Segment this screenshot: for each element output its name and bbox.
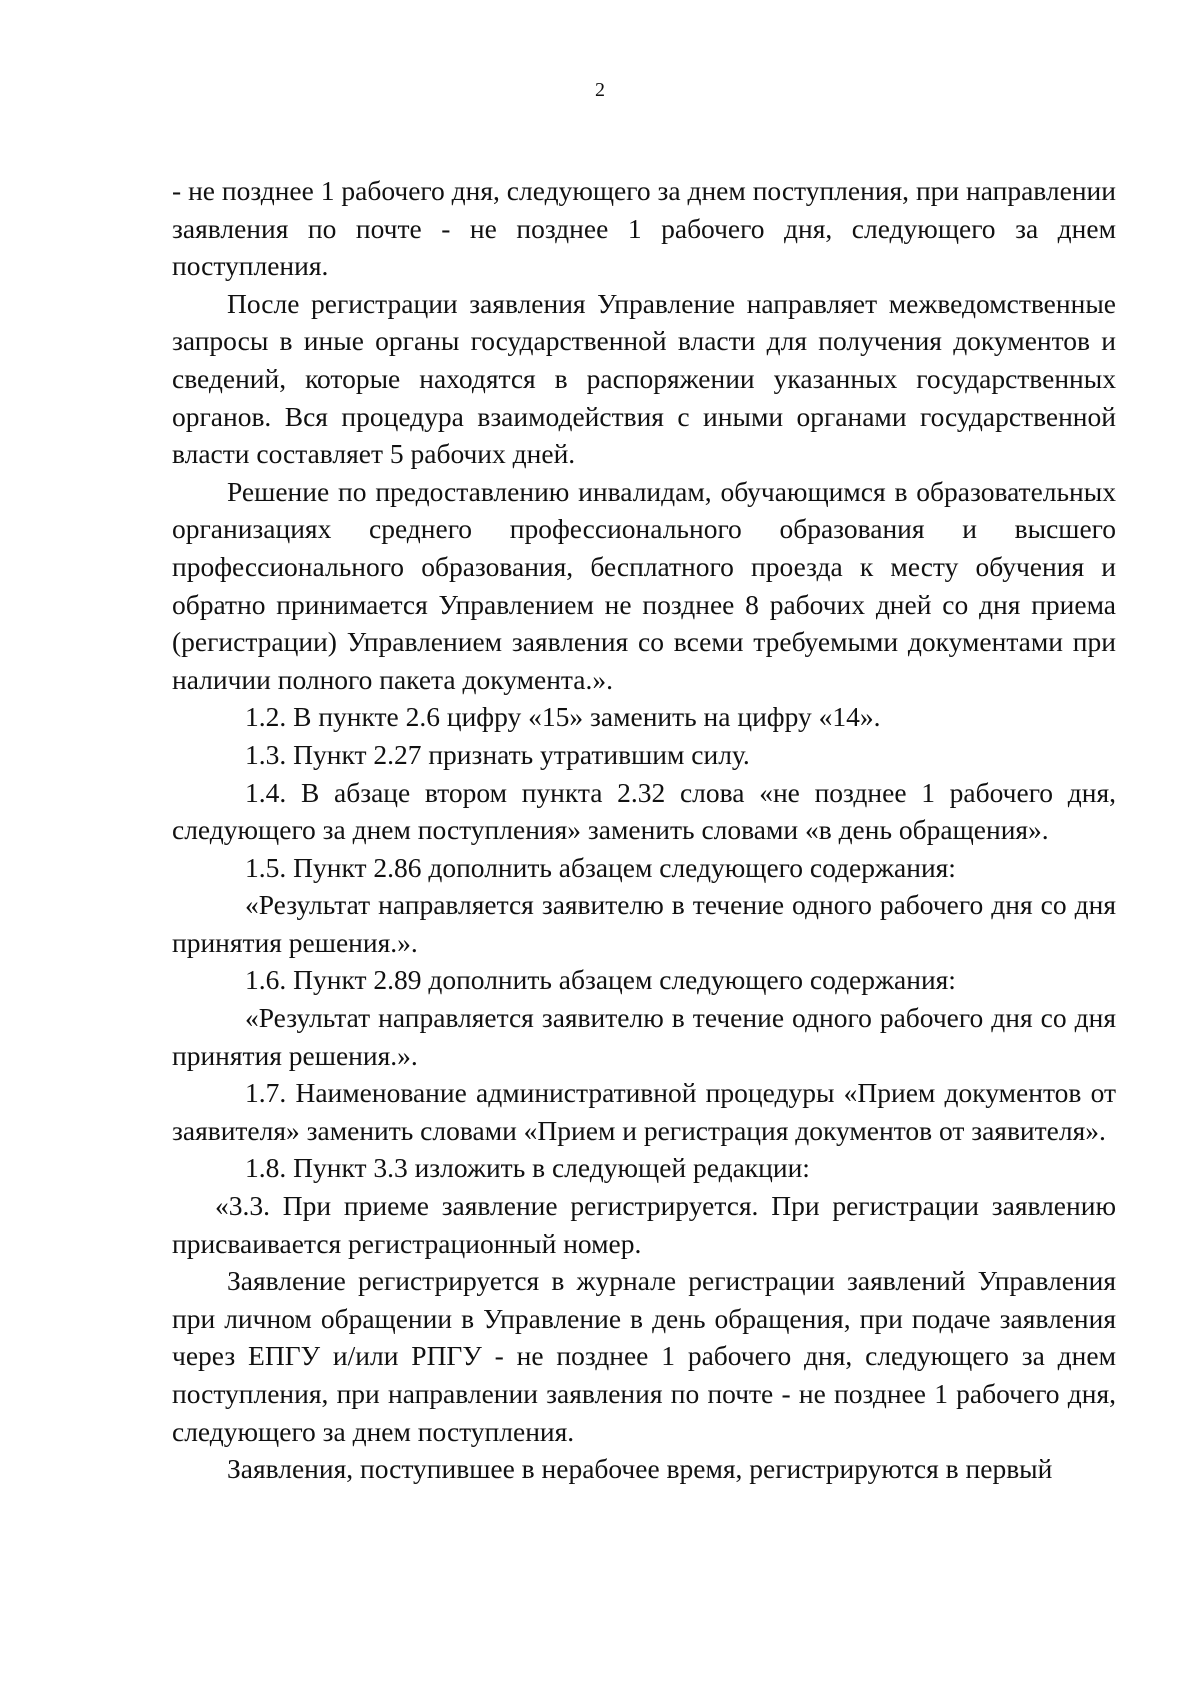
- paragraph: 1.6. Пункт 2.89 дополнить абзацем следующего содержания:: [245, 964, 956, 996]
- paragraph: - не позднее 1 рабочего дня, следующего за днем поступления, при направлении заявления по почте - не позднее 1 рабочего дня, следующего за днем поступления.: [172, 175, 1116, 282]
- paragraph: «Результат направляется заявителю в течение одного рабочего дня со дня принятия решения.».: [172, 889, 1116, 958]
- paragraph: 1.8. Пункт 3.3 изложить в следующей редакции:: [245, 1152, 810, 1184]
- paragraph: «Результат направляется заявителю в течение одного рабочего дня со дня принятия решения.».: [172, 1002, 1116, 1071]
- paragraph: Заявление регистрируется в журнале регистрации заявлений Управления при личном обращении в Управление в день обращения, при подаче заявления через ЕПГУ и/или РПГУ - не позднее 1 рабочего дня, следующего за днем поступления, при направлении заявления по почте - не позднее 1 рабочего дня, следующего за днем поступления.: [172, 1265, 1116, 1447]
- paragraph: 1.7. Наименование административной процедуры «Прием документов от заявителя» заменить словами «Прием и регистрация документов от заявителя».: [172, 1077, 1116, 1146]
- paragraph: После регистрации заявления Управление направляет межведомственные запросы в иные органы государственной власти для получения документов и сведений, которые находятся в распоряжении указанных государственных органов. Вся процедура взаимодействия с иными органами государственной власти составляет 5 рабочих дней.: [172, 287, 1116, 470]
- paragraph: Решение по предоставлению инвалидам, обучающимся в образовательных организациях среднего профессионального образования и высшего профессионального образования, бесплатного проезда к месту обучения и обратно принимается Управлением не позднее 8 рабочих дней со дня приема (регистрации) Управлением заявления со всеми требуемыми документами при наличии полного пакета документа.».: [172, 475, 1116, 695]
- paragraph: 1.5. Пункт 2.86 дополнить абзацем следующего содержания:: [245, 851, 956, 883]
- paragraph: 1.4. В абзаце втором пункта 2.32 слова «не позднее 1 рабочего дня, следующего за днем поступления» заменить словами «в день обращения».: [172, 776, 1116, 846]
- paragraph: 1.2. В пункте 2.6 цифру «15» заменить на цифру «14».: [245, 701, 881, 733]
- paragraph: «3.3. При приеме заявление регистрируется. При регистрации заявлению присваивается регистрационный номер.: [172, 1190, 1116, 1259]
- paragraph: 1.3. Пункт 2.27 признать утратившим силу.: [245, 738, 750, 770]
- page-number: 2: [595, 79, 605, 101]
- paragraph: Заявления, поступившее в нерабочее время, регистрируются в первый: [227, 1453, 1053, 1485]
- document-body: [172, 172, 1116, 1488]
